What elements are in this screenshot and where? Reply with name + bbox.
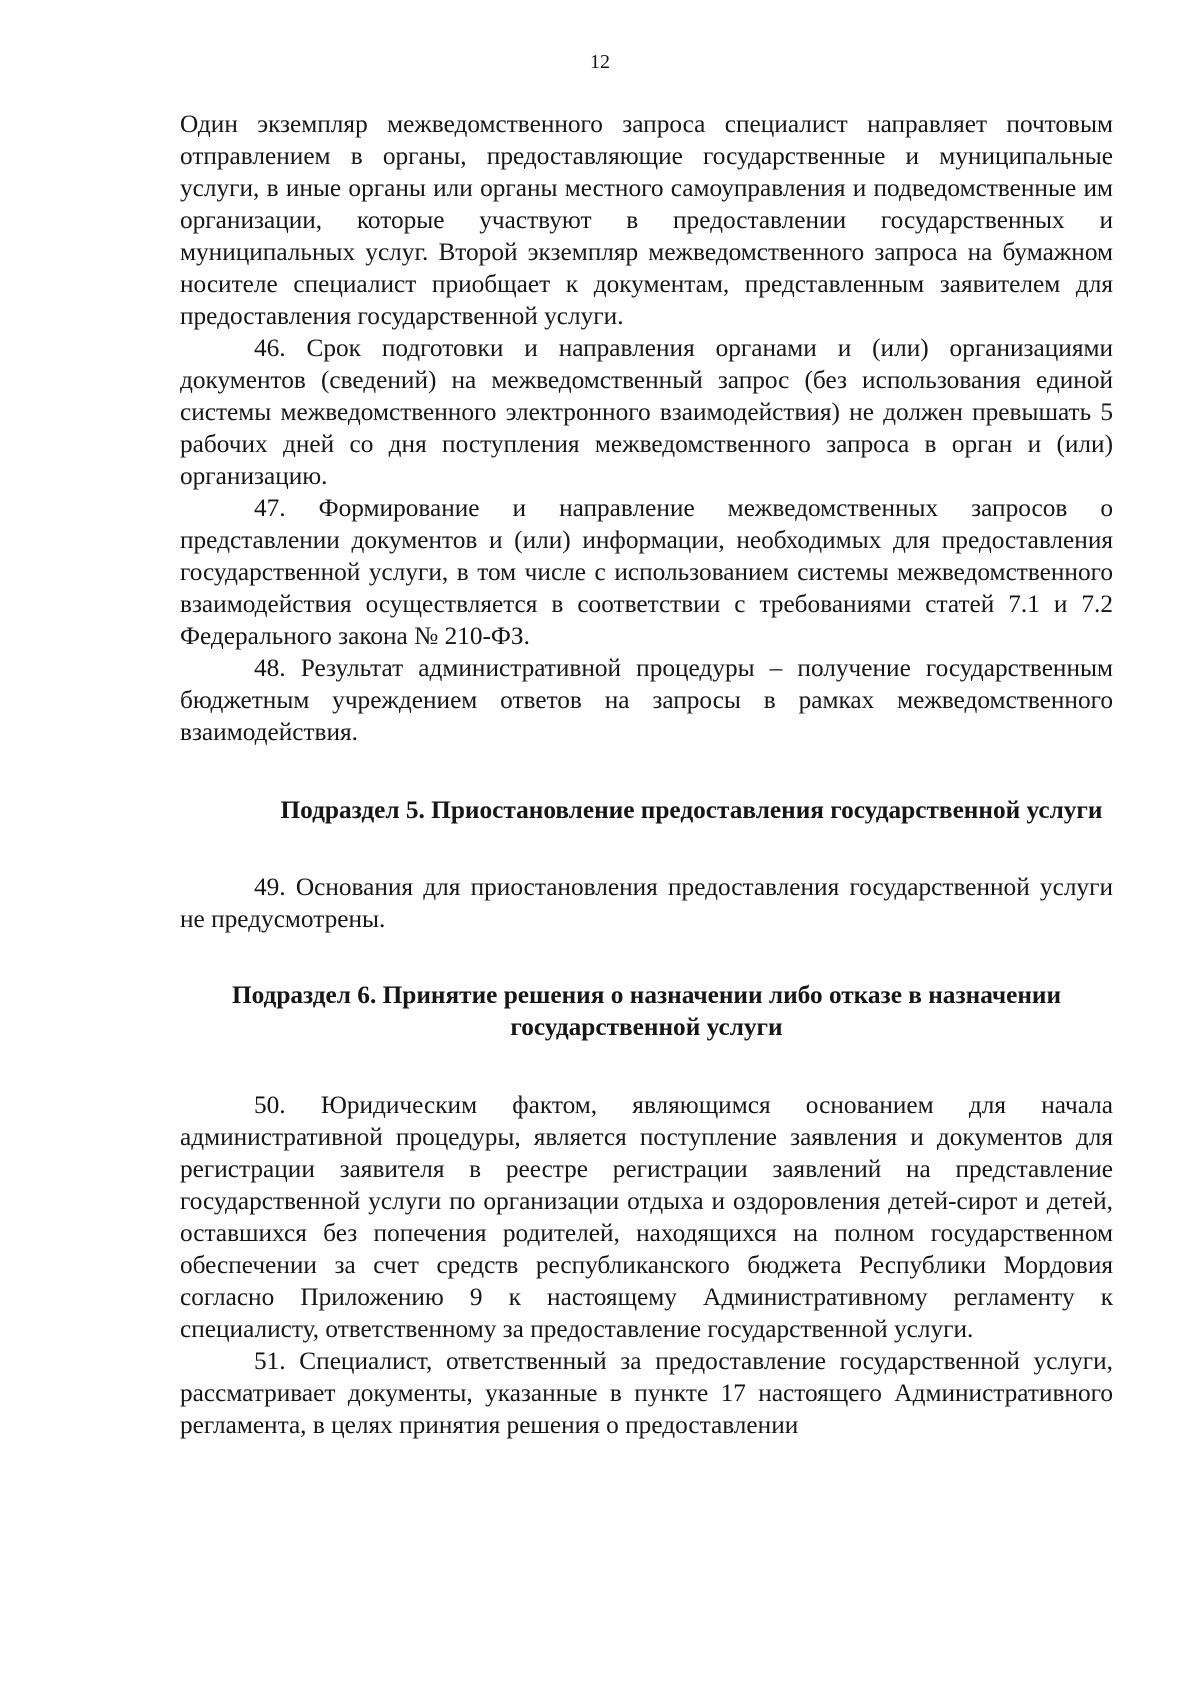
document-body <box>180 108 1113 1441</box>
paragraph-46: 46. Срок подготовки и направления органами и (или) организациями документов (сведений) на межведомственный запрос (без использования единой системы межведомственного электронного взаимодействия) не должен превышать 5 рабочих дней со дня поступления межведомственного запроса в орган и (или) организацию. <box>180 334 1113 490</box>
paragraph-47: 47. Формирование и направление межведомственных запросов о представлении документов и (или) информации, необходимых для предоставления государственной услуги, в том числе с использованием системы межведомственного взаимодействия осуществляется в соответствии с требованиями статей 7.1 и 7.2 Федерального закона № 210-ФЗ. <box>180 494 1113 650</box>
paragraph-49: 49. Основания для приостановления предоставления государственной услуги не предусмотрены. <box>180 873 1113 933</box>
paragraph-50: 50. Юридическим фактом, являющимся основанием для начала административной процедуры, является поступление заявления и документов для регистрации заявителя в реестре регистрации заявлений на представление государственной услуги по организации отдыха и оздоровления детей-сирот и детей, оставшихся без попечения родителей, находящихся на полном государственном обеспечении за счет средств республиканского бюджета Республики Мордовия согласно Приложению 9 к настоящему Административному регламенту к специалисту, ответственному за предоставление государственной услуги. <box>180 1091 1113 1343</box>
paragraph-interagency-request-copy: Один экземпляр межведомственного запроса специалист направляет почтовым отправлением в органы, предоставляющие государственные и муниципальные услуги, в иные органы или органы местного самоуправления и подведомственные им организации, которые участвуют в предоставлении государственных и муниципальных услуг. Второй экземпляр межведомственного запроса на бумажном носителе специалист приобщает к документам, представленным заявителем для предоставления государственной услуги. <box>180 110 1113 330</box>
section-heading-6: Подраздел 6. Принятие решения о назначении либо отказе в назначении государственной услуги <box>231 981 1062 1041</box>
section-heading-5: Подраздел 5. Приостановление предоставления государственной услуги <box>280 796 1103 824</box>
page-number: 12 <box>590 51 610 73</box>
paragraph-48: 48. Результат административной процедуры – получение государственным бюджетным учреждением ответов на запросы в рамках межведомственного взаимодействия. <box>180 654 1113 746</box>
paragraph-51: 51. Специалист, ответственный за предоставление государственной услуги, рассматривает документы, указанные в пункте 17 настоящего Административного регламента, в целях принятия решения о предоставлении <box>180 1347 1113 1439</box>
